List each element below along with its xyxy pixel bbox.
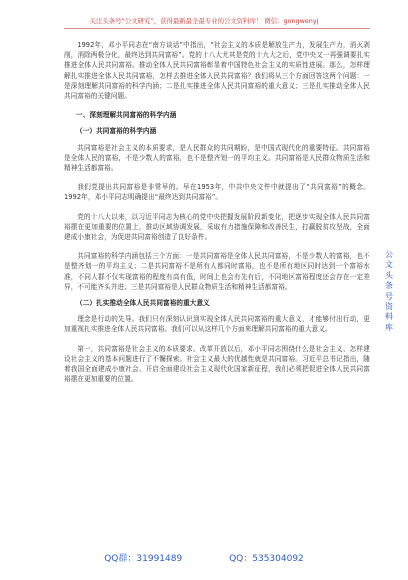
paragraph: 共同富裕是社会主义的本质要求，是人民群众的共同期盼，是中国式现代化的重要特征。共同富裕是全体人民的富裕，不是少数人的富裕，也不是整齐划一的平均主义。共同富裕是人民群众物质生活和精神生活都富裕。 xyxy=(64,143,370,173)
paragraph: 理念是行动的先导。我们只有深刻认识到实现全体人民共同富裕的重大意义，才能够付出行动，更加重视扎实推进全体人民共同富裕。我们可以从这样几个方面来理解共同富裕的重大意义。 xyxy=(64,315,370,334)
qq-contact-label: QQ：535304092 xyxy=(229,554,304,564)
subsection-heading-2: （二）扎实推动全体人民共同富裕的重大意义 xyxy=(76,299,210,308)
header-divider xyxy=(64,28,370,29)
paragraph: 第一，共同富裕是社会主义的本质要求。改革开放以后，邓小平同志围绕什么是社会主义、怎样建设社会主义的基本问题进行了不懈探索。社会主义最大的优越性就是共同富裕。习近平总书记指出，随着我国全面建成小康社会、开启全面建设社会主义现代化国家新征程，我们必须把促进全体人民共同富裕摆在更加重要的位置。 xyxy=(64,344,370,384)
page-footer xyxy=(0,551,408,564)
side-watermark: 公文头条号资料库 xyxy=(385,250,393,332)
qq-group-label: QQ群：31991489 xyxy=(104,554,183,564)
paragraph: 我们党提出共同富裕是非常早的。早在1953年，中共中央文件中就提出了“共同富裕”的概念。1992年，邓小平同志明确提出“最终达到共同富裕”。 xyxy=(64,183,370,202)
page-header: 关注头条号“公文研究”，获得最新最全最专业的公文资料库！ 微信：gongwenyj xyxy=(89,17,319,25)
subsection-heading-1: （一）共同富裕的科学内涵 xyxy=(76,127,157,136)
intro-paragraph: 1992年，邓小平同志在“南方谈话”中指出，“社会主义的本质是解放生产力，发展生产力，消灭剥削，消除两极分化，最终达到共同富裕”。党的十八大尤其是党的十九大之后，党中央又一再强调要扎实推进全体人民共同富裕。推动全体人民共同富裕彰显着中国特色社会主义的实质性进展。那么，怎样理解扎实推进全体人民共同富裕，怎样去推进全体人民共同富裕？我们将从三个方面回答这两个问题：一是深刻理解共同富裕的科学内涵；二是扎实推进全体人民共同富裕的重大意义；三是扎实推动全体人民共同富裕的关键问题。 xyxy=(64,41,370,101)
paragraph: 共同富裕的科学内涵包括三个方面：一是共同富裕是全体人民共同富裕，不是少数人的富裕，也不是整齐划一的平均主义；二是共同富裕不是所有人都同时富裕，也不是所有地区同时达到一个富裕水准，不同人群不仅实现富裕的程度有高有低，时间上也会有先有后，不同地区富裕程度还会存在一定差异，不可能齐头并进；三是共同富裕是人民群众物质生活和精神生活都富裕。 xyxy=(64,252,370,291)
section-heading: 一、深刻理解共同富裕的科学内涵 xyxy=(76,111,177,120)
paragraph: 党的十八大以来，以习近平同志为核心的党中央把握发展阶段新变化，把逐步实现全体人民共同富裕摆在更加重要的位置上，推动区域协调发展，采取有力措施保障和改善民生，打赢脱贫攻坚战，全面建成小康社会，为促进共同富裕创造了良好条件。 xyxy=(64,212,370,242)
document-body xyxy=(64,40,370,387)
